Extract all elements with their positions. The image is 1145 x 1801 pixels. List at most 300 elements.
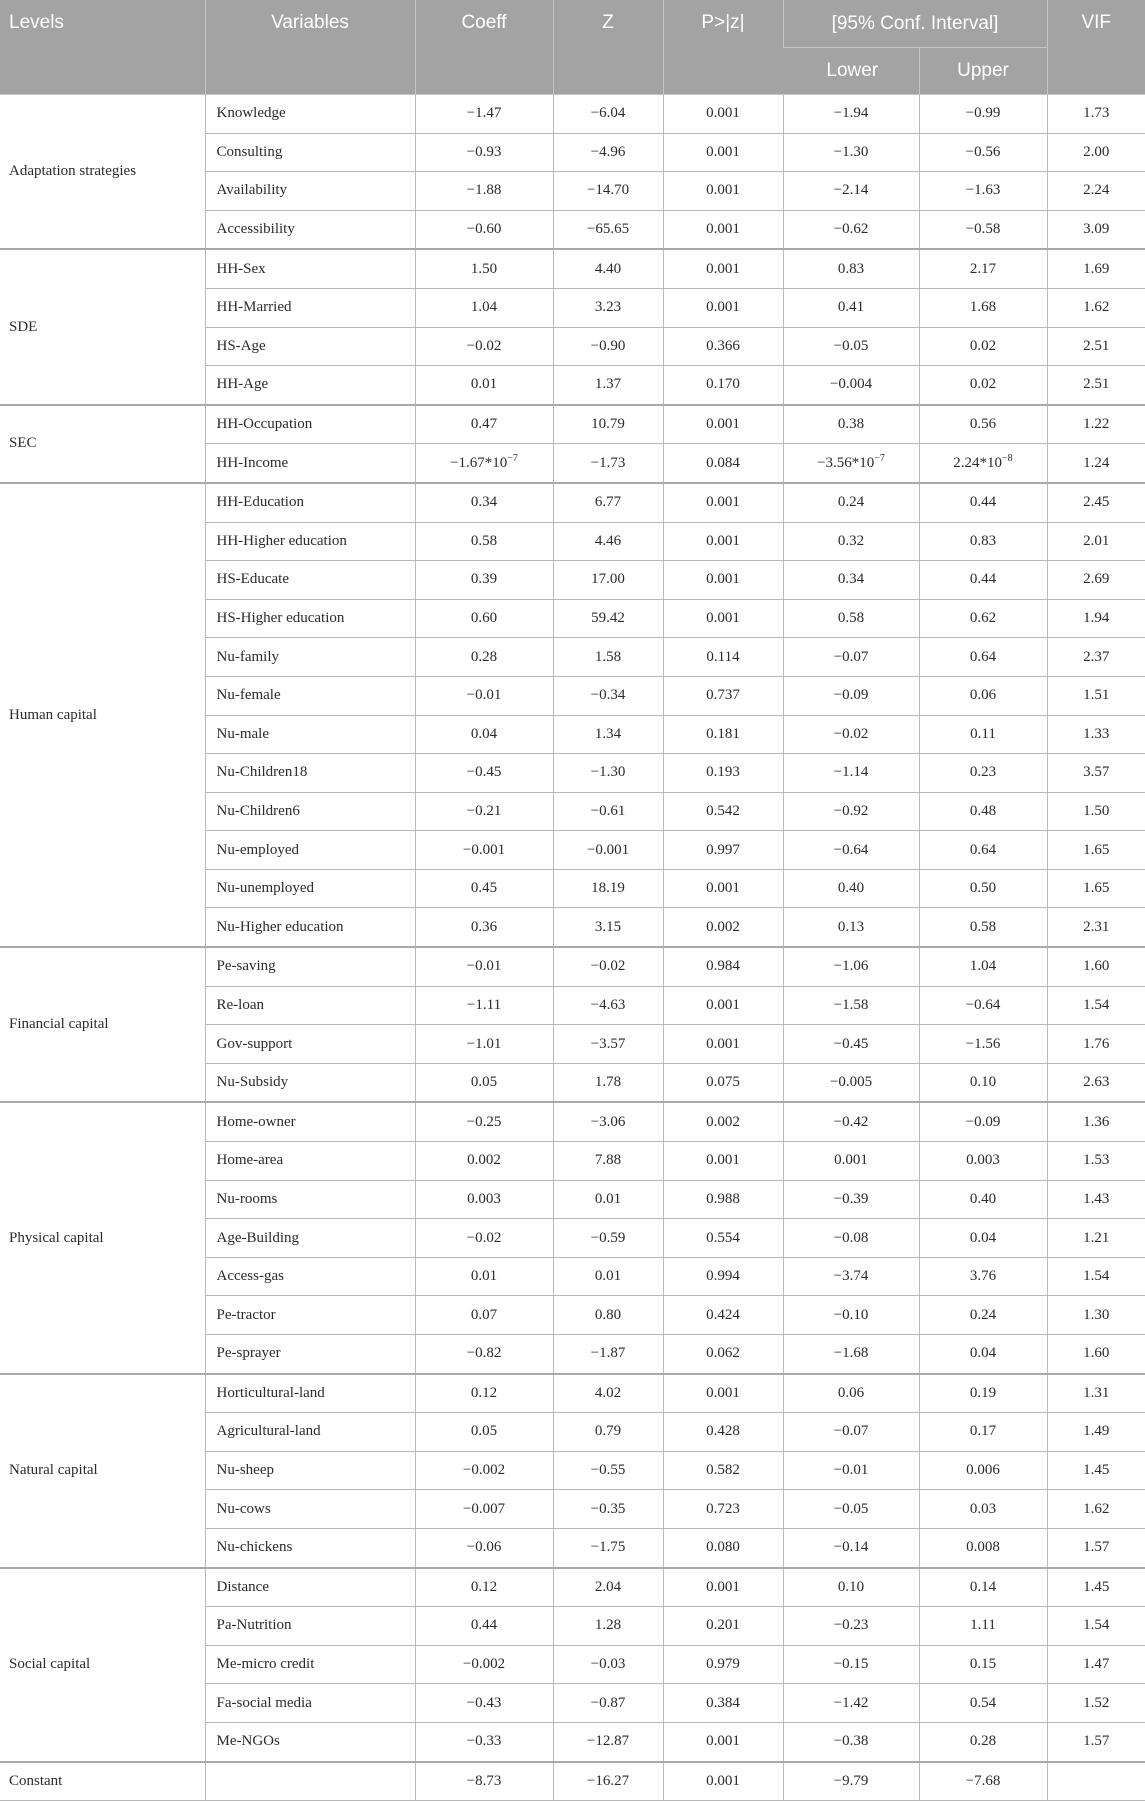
ci-upper-cell: 0.64 [919, 831, 1047, 870]
ci-upper-cell: 0.06 [919, 676, 1047, 715]
p-value-cell: 0.001 [663, 483, 783, 522]
variable-cell: Pe-saving [205, 947, 415, 986]
ci-upper-cell: −1.56 [919, 1025, 1047, 1064]
vif-cell: 1.22 [1047, 405, 1145, 444]
table-row [0, 483, 1145, 522]
header-confidence-interval: [95% Conf. Interval] [783, 0, 1047, 48]
coeff-cell: 0.47 [415, 405, 553, 444]
coeff-cell: 0.01 [415, 1257, 553, 1296]
p-value-cell: 0.001 [663, 1374, 783, 1413]
variable-cell: Pe-tractor [205, 1296, 415, 1335]
z-cell: −4.63 [553, 986, 663, 1025]
ci-lower-cell: −0.07 [783, 638, 919, 677]
ci-lower-cell: $-3.56*10^{-7}$ [783, 444, 919, 483]
p-value-cell: 0.001 [663, 561, 783, 600]
constant-z-cell: −16.27 [553, 1762, 663, 1801]
coeff-cell: 0.12 [415, 1568, 553, 1607]
variable-cell: Nu-chickens [205, 1528, 415, 1567]
ci-upper-cell: 1.04 [919, 947, 1047, 986]
vif-cell: 1.50 [1047, 792, 1145, 831]
ci-lower-cell: −0.10 [783, 1296, 919, 1335]
p-value-cell: 0.001 [663, 1025, 783, 1064]
p-value-cell: 0.384 [663, 1684, 783, 1723]
vif-cell: 2.51 [1047, 327, 1145, 366]
coeff-cell: −0.93 [415, 133, 553, 172]
p-value-cell: 0.542 [663, 792, 783, 831]
table-row [0, 947, 1145, 986]
vif-cell: 1.31 [1047, 1374, 1145, 1413]
ci-upper-cell: −0.58 [919, 210, 1047, 249]
ci-upper-cell: 0.48 [919, 792, 1047, 831]
z-cell: 1.28 [553, 1607, 663, 1646]
ci-lower-cell: 0.58 [783, 599, 919, 638]
p-value-cell: 0.997 [663, 831, 783, 870]
ci-lower-cell: 0.06 [783, 1374, 919, 1413]
level-cell: SDE [0, 249, 205, 404]
ci-upper-cell: 0.02 [919, 366, 1047, 405]
p-value-cell: 0.582 [663, 1451, 783, 1490]
p-value-cell: 0.001 [663, 210, 783, 249]
ci-upper-cell: 0.62 [919, 599, 1047, 638]
ci-lower-cell: 0.10 [783, 1568, 919, 1607]
coeff-cell: 0.34 [415, 483, 553, 522]
vif-cell: 1.62 [1047, 288, 1145, 327]
header-variables: Variables [205, 0, 415, 95]
vif-cell: 2.69 [1047, 561, 1145, 600]
level-cell: Physical capital [0, 1102, 205, 1373]
vif-cell: 2.01 [1047, 522, 1145, 561]
coeff-cell: 0.05 [415, 1063, 553, 1102]
ci-upper-cell: 2.17 [919, 249, 1047, 288]
vif-cell: 1.65 [1047, 869, 1145, 908]
ci-lower-cell: −0.09 [783, 676, 919, 715]
p-value-cell: 0.001 [663, 405, 783, 444]
ci-upper-cell: 0.58 [919, 908, 1047, 947]
ci-lower-cell: −0.07 [783, 1413, 919, 1452]
z-cell: −3.57 [553, 1025, 663, 1064]
level-cell: Human capital [0, 483, 205, 947]
vif-cell: 1.69 [1047, 249, 1145, 288]
coeff-cell: 0.28 [415, 638, 553, 677]
z-cell: 7.88 [553, 1142, 663, 1181]
z-cell: −65.65 [553, 210, 663, 249]
z-cell: −0.55 [553, 1451, 663, 1490]
p-value-cell: 0.001 [663, 599, 783, 638]
z-cell: −0.87 [553, 1684, 663, 1723]
constant-variable-cell [205, 1762, 415, 1801]
p-value-cell: 0.080 [663, 1528, 783, 1567]
z-cell: 1.34 [553, 715, 663, 754]
variable-cell: Nu-family [205, 638, 415, 677]
table-row [0, 405, 1145, 444]
z-cell: −0.001 [553, 831, 663, 870]
z-cell: −4.96 [553, 133, 663, 172]
level-cell: SEC [0, 405, 205, 483]
z-cell: −6.04 [553, 95, 663, 134]
p-value-cell: 0.001 [663, 522, 783, 561]
ci-lower-cell: −0.02 [783, 715, 919, 754]
level-cell: Social capital [0, 1568, 205, 1762]
ci-lower-cell: −1.94 [783, 95, 919, 134]
ci-lower-cell: −0.62 [783, 210, 919, 249]
variable-cell: Nu-sheep [205, 1451, 415, 1490]
variable-cell: Pa-Nutrition [205, 1607, 415, 1646]
vif-cell: 1.45 [1047, 1451, 1145, 1490]
constant-vif-cell [1047, 1762, 1145, 1801]
coeff-cell: −0.25 [415, 1102, 553, 1141]
z-cell: −1.75 [553, 1528, 663, 1567]
p-value-cell: 0.084 [663, 444, 783, 483]
variable-cell: Nu-female [205, 676, 415, 715]
coeff-cell: −0.001 [415, 831, 553, 870]
header-coeff: Coeff [415, 0, 553, 95]
coeff-cell: 0.60 [415, 599, 553, 638]
variable-cell: Consulting [205, 133, 415, 172]
ci-upper-cell: 0.23 [919, 754, 1047, 793]
ci-lower-cell: −0.05 [783, 1490, 919, 1529]
ci-lower-cell: −0.92 [783, 792, 919, 831]
z-cell: −14.70 [553, 172, 663, 211]
variable-cell: HH-Married [205, 288, 415, 327]
ci-lower-cell: −1.68 [783, 1335, 919, 1374]
z-cell: 17.00 [553, 561, 663, 600]
ci-upper-cell: −0.99 [919, 95, 1047, 134]
variable-cell: Nu-Children6 [205, 792, 415, 831]
ci-lower-cell: −1.30 [783, 133, 919, 172]
header-levels: Levels [0, 0, 205, 95]
vif-cell: 1.60 [1047, 1335, 1145, 1374]
constant-p-value-cell: 0.001 [663, 1762, 783, 1801]
z-cell: 59.42 [553, 599, 663, 638]
vif-cell: 1.33 [1047, 715, 1145, 754]
level-cell: Natural capital [0, 1374, 205, 1568]
variable-cell: Access-gas [205, 1257, 415, 1296]
ci-upper-cell: 0.64 [919, 638, 1047, 677]
ci-lower-cell: 0.24 [783, 483, 919, 522]
coeff-cell: −0.002 [415, 1645, 553, 1684]
z-cell: 6.77 [553, 483, 663, 522]
constant-ci-lower-cell: −9.79 [783, 1762, 919, 1801]
z-cell: −0.35 [553, 1490, 663, 1529]
coeff-cell: −0.21 [415, 792, 553, 831]
z-cell: −0.34 [553, 676, 663, 715]
coeff-cell: 0.36 [415, 908, 553, 947]
ci-upper-cell: 0.006 [919, 1451, 1047, 1490]
table-header [0, 0, 1145, 95]
z-cell: −3.06 [553, 1102, 663, 1141]
vif-cell: 1.57 [1047, 1722, 1145, 1761]
ci-upper-cell: 0.04 [919, 1335, 1047, 1374]
coeff-cell: −1.47 [415, 95, 553, 134]
ci-upper-cell: 0.24 [919, 1296, 1047, 1335]
variable-cell: Nu-unemployed [205, 869, 415, 908]
ci-lower-cell: −0.005 [783, 1063, 919, 1102]
ci-lower-cell: −0.38 [783, 1722, 919, 1761]
vif-cell: 1.21 [1047, 1219, 1145, 1258]
ci-lower-cell: 0.83 [783, 249, 919, 288]
level-cell: Adaptation strategies [0, 95, 205, 250]
p-value-cell: 0.001 [663, 249, 783, 288]
constant-coeff-cell: −8.73 [415, 1762, 553, 1801]
ci-lower-cell: −1.58 [783, 986, 919, 1025]
ci-upper-cell: 0.15 [919, 1645, 1047, 1684]
variable-cell: Age-Building [205, 1219, 415, 1258]
coeff-cell: −0.06 [415, 1528, 553, 1567]
ci-lower-cell: −2.14 [783, 172, 919, 211]
variable-cell: Home-area [205, 1142, 415, 1181]
variable-cell: Me-micro credit [205, 1645, 415, 1684]
p-value-cell: 0.002 [663, 1102, 783, 1141]
table-row [0, 1568, 1145, 1607]
coeff-cell: −0.60 [415, 210, 553, 249]
coeff-cell: −0.33 [415, 1722, 553, 1761]
ci-upper-cell: 1.68 [919, 288, 1047, 327]
ci-lower-cell: −1.42 [783, 1684, 919, 1723]
vif-cell: 2.00 [1047, 133, 1145, 172]
variable-cell: HS-Higher education [205, 599, 415, 638]
coeff-cell: $-1.67*10^{-7}$ [415, 444, 553, 483]
coeff-cell: −1.88 [415, 172, 553, 211]
vif-cell: 1.43 [1047, 1180, 1145, 1219]
variable-cell: Nu-male [205, 715, 415, 754]
vif-cell: 1.65 [1047, 831, 1145, 870]
variable-cell: Nu-Children18 [205, 754, 415, 793]
variable-cell: HS-Educate [205, 561, 415, 600]
ci-upper-cell: 3.76 [919, 1257, 1047, 1296]
vif-cell: 1.53 [1047, 1142, 1145, 1181]
ci-lower-cell: −0.14 [783, 1528, 919, 1567]
z-cell: 0.80 [553, 1296, 663, 1335]
variable-cell: HH-Occupation [205, 405, 415, 444]
ci-upper-cell: 0.10 [919, 1063, 1047, 1102]
p-value-cell: 0.723 [663, 1490, 783, 1529]
p-value-cell: 0.988 [663, 1180, 783, 1219]
p-value-cell: 0.001 [663, 95, 783, 134]
p-value-cell: 0.001 [663, 1568, 783, 1607]
z-cell: 0.01 [553, 1257, 663, 1296]
p-value-cell: 0.979 [663, 1645, 783, 1684]
coeff-cell: 0.44 [415, 1607, 553, 1646]
table-body [0, 95, 1145, 1801]
coeff-cell: 0.002 [415, 1142, 553, 1181]
vif-cell: 1.24 [1047, 444, 1145, 483]
table-row [0, 1374, 1145, 1413]
z-cell: 4.46 [553, 522, 663, 561]
variable-cell: HH-Education [205, 483, 415, 522]
vif-cell: 2.37 [1047, 638, 1145, 677]
coeff-cell: −0.02 [415, 327, 553, 366]
z-cell: −0.61 [553, 792, 663, 831]
header-vif: VIF [1047, 0, 1145, 95]
ci-lower-cell: 0.34 [783, 561, 919, 600]
vif-cell: 1.73 [1047, 95, 1145, 134]
vif-cell: 1.47 [1047, 1645, 1145, 1684]
ci-lower-cell: −0.23 [783, 1607, 919, 1646]
coeff-cell: −0.007 [415, 1490, 553, 1529]
vif-cell: 1.54 [1047, 1257, 1145, 1296]
vif-cell: 1.36 [1047, 1102, 1145, 1141]
variable-cell: Nu-rooms [205, 1180, 415, 1219]
vif-cell: 1.62 [1047, 1490, 1145, 1529]
variable-cell: Me-NGOs [205, 1722, 415, 1761]
vif-cell: 1.94 [1047, 599, 1145, 638]
coeff-cell: 0.45 [415, 869, 553, 908]
vif-cell: 2.45 [1047, 483, 1145, 522]
p-value-cell: 0.737 [663, 676, 783, 715]
ci-lower-cell: 0.41 [783, 288, 919, 327]
ci-lower-cell: −1.14 [783, 754, 919, 793]
coeff-cell: 0.05 [415, 1413, 553, 1452]
coeff-cell: −0.01 [415, 676, 553, 715]
header-z: Z [553, 0, 663, 95]
ci-upper-cell: 0.50 [919, 869, 1047, 908]
z-cell: 4.02 [553, 1374, 663, 1413]
vif-cell: 2.51 [1047, 366, 1145, 405]
z-cell: 4.40 [553, 249, 663, 288]
coeff-cell: −1.11 [415, 986, 553, 1025]
p-value-cell: 0.001 [663, 1142, 783, 1181]
p-value-cell: 0.001 [663, 288, 783, 327]
vif-cell: 3.09 [1047, 210, 1145, 249]
coeff-cell: 0.39 [415, 561, 553, 600]
vif-cell: 2.31 [1047, 908, 1145, 947]
constant-label: Constant [0, 1762, 205, 1801]
ci-upper-cell: 0.56 [919, 405, 1047, 444]
z-cell: −0.03 [553, 1645, 663, 1684]
coeff-cell: −0.02 [415, 1219, 553, 1258]
z-cell: −0.90 [553, 327, 663, 366]
z-cell: −12.87 [553, 1722, 663, 1761]
ci-upper-cell: 0.44 [919, 561, 1047, 600]
p-value-cell: 0.984 [663, 947, 783, 986]
ci-lower-cell: −0.64 [783, 831, 919, 870]
z-cell: 1.37 [553, 366, 663, 405]
p-value-cell: 0.001 [663, 1722, 783, 1761]
ci-lower-cell: −1.06 [783, 947, 919, 986]
ci-upper-cell: 0.003 [919, 1142, 1047, 1181]
vif-cell: 1.54 [1047, 986, 1145, 1025]
p-value-cell: 0.114 [663, 638, 783, 677]
vif-cell: 1.76 [1047, 1025, 1145, 1064]
ci-upper-cell: 0.17 [919, 1413, 1047, 1452]
z-cell: 1.78 [553, 1063, 663, 1102]
vif-cell: 2.63 [1047, 1063, 1145, 1102]
level-cell: Financial capital [0, 947, 205, 1102]
coeff-cell: 1.50 [415, 249, 553, 288]
p-value-cell: 0.994 [663, 1257, 783, 1296]
variable-cell: Distance [205, 1568, 415, 1607]
vif-cell: 1.54 [1047, 1607, 1145, 1646]
p-value-cell: 0.170 [663, 366, 783, 405]
ci-upper-cell: 0.14 [919, 1568, 1047, 1607]
coeff-cell: −0.45 [415, 754, 553, 793]
variable-cell: HH-Income [205, 444, 415, 483]
coeff-cell: 0.12 [415, 1374, 553, 1413]
variable-cell: Home-owner [205, 1102, 415, 1141]
p-value-cell: 0.001 [663, 133, 783, 172]
ci-upper-cell: 0.19 [919, 1374, 1047, 1413]
ci-upper-cell: 0.03 [919, 1490, 1047, 1529]
variable-cell: Horticultural-land [205, 1374, 415, 1413]
vif-cell: 2.24 [1047, 172, 1145, 211]
vif-cell: 1.30 [1047, 1296, 1145, 1335]
p-value-cell: 0.181 [663, 715, 783, 754]
z-cell: −1.30 [553, 754, 663, 793]
z-cell: 3.15 [553, 908, 663, 947]
z-cell: 10.79 [553, 405, 663, 444]
p-value-cell: 0.002 [663, 908, 783, 947]
ci-lower-cell: 0.13 [783, 908, 919, 947]
variable-cell: HS-Age [205, 327, 415, 366]
variable-cell: Knowledge [205, 95, 415, 134]
table-row [0, 95, 1145, 134]
ci-upper-cell: 0.83 [919, 522, 1047, 561]
coeff-cell: 1.04 [415, 288, 553, 327]
ci-upper-cell: 0.04 [919, 1219, 1047, 1258]
ci-lower-cell: −0.01 [783, 1451, 919, 1490]
coeff-cell: −0.002 [415, 1451, 553, 1490]
ci-lower-cell: −0.004 [783, 366, 919, 405]
z-cell: −1.73 [553, 444, 663, 483]
z-cell: −1.87 [553, 1335, 663, 1374]
header-lower: Lower [783, 48, 919, 95]
coeff-cell: −0.82 [415, 1335, 553, 1374]
p-value-cell: 0.554 [663, 1219, 783, 1258]
variable-cell: HH-Sex [205, 249, 415, 288]
table-row [0, 249, 1145, 288]
p-value-cell: 0.062 [663, 1335, 783, 1374]
variable-cell: Accessibility [205, 210, 415, 249]
ci-lower-cell: −0.05 [783, 327, 919, 366]
ci-upper-cell: 0.44 [919, 483, 1047, 522]
ci-lower-cell: −0.39 [783, 1180, 919, 1219]
ci-upper-cell: 0.54 [919, 1684, 1047, 1723]
variable-cell: Nu-Higher education [205, 908, 415, 947]
header-upper: Upper [919, 48, 1047, 95]
variable-cell: Nu-employed [205, 831, 415, 870]
ci-upper-cell: 0.40 [919, 1180, 1047, 1219]
variable-cell: Pe-sprayer [205, 1335, 415, 1374]
ci-upper-cell: 1.11 [919, 1607, 1047, 1646]
constant-row [0, 1762, 1145, 1801]
constant-ci-upper-cell: −7.68 [919, 1762, 1047, 1801]
z-cell: 18.19 [553, 869, 663, 908]
ci-upper-cell: −0.64 [919, 986, 1047, 1025]
ci-upper-cell: 0.11 [919, 715, 1047, 754]
ci-lower-cell: −0.45 [783, 1025, 919, 1064]
p-value-cell: 0.201 [663, 1607, 783, 1646]
table-row [0, 1102, 1145, 1141]
ci-lower-cell: −0.42 [783, 1102, 919, 1141]
coeff-cell: 0.07 [415, 1296, 553, 1335]
ci-upper-cell: $2.24*10^{-8}$ [919, 444, 1047, 483]
ci-upper-cell: −0.56 [919, 133, 1047, 172]
variable-cell: HH-Higher education [205, 522, 415, 561]
vif-cell: 1.57 [1047, 1528, 1145, 1567]
ci-upper-cell: −1.63 [919, 172, 1047, 211]
p-value-cell: 0.193 [663, 754, 783, 793]
ci-upper-cell: −0.09 [919, 1102, 1047, 1141]
coeff-cell: 0.003 [415, 1180, 553, 1219]
p-value-cell: 0.001 [663, 869, 783, 908]
variable-cell: HH-Age [205, 366, 415, 405]
ci-lower-cell: 0.32 [783, 522, 919, 561]
p-value-cell: 0.366 [663, 327, 783, 366]
ci-upper-cell: 0.008 [919, 1528, 1047, 1567]
vif-cell: 1.52 [1047, 1684, 1145, 1723]
coeff-cell: 0.04 [415, 715, 553, 754]
ci-upper-cell: 0.02 [919, 327, 1047, 366]
